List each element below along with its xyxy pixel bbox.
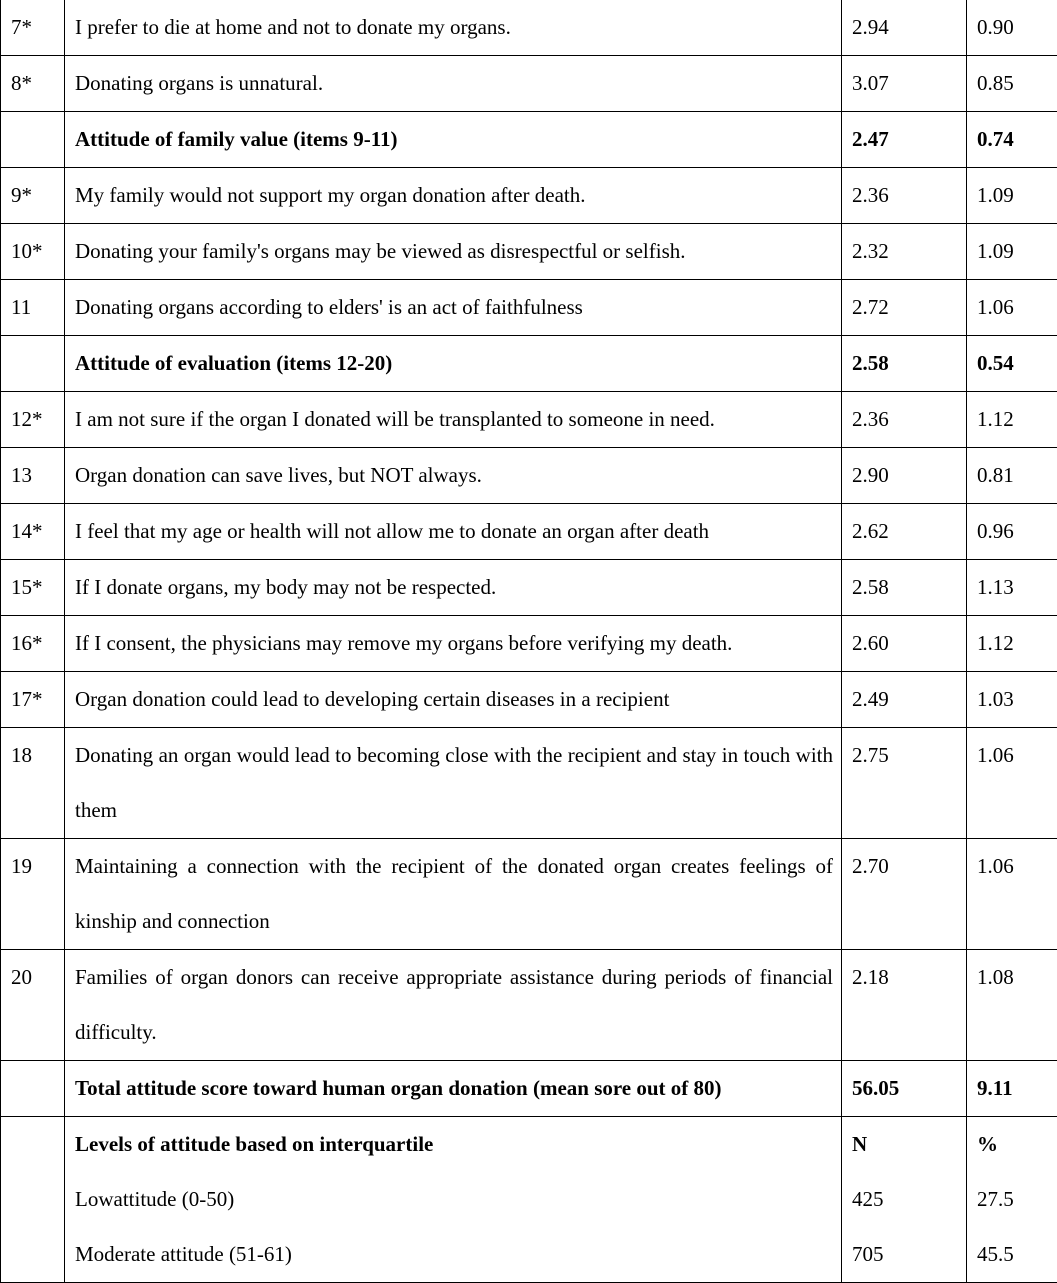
item-number <box>1 336 65 392</box>
table-row <box>1 504 1057 560</box>
section-row-evaluation <box>1 336 1057 392</box>
item-number: 18 <box>1 728 65 839</box>
item-number: 8* <box>1 56 65 112</box>
section-sd: 0.74 <box>967 112 1057 168</box>
item-statement: Organ donation could lead to developing certain diseases in a recipient <box>65 672 842 728</box>
item-number: 10* <box>1 224 65 280</box>
level-low-pct: 27.5 <box>977 1172 1047 1227</box>
levels-number-cell <box>1 1117 65 1283</box>
section-mean: 2.47 <box>842 112 967 168</box>
item-number: 16* <box>1 616 65 672</box>
table-row <box>1 448 1057 504</box>
item-statement: Donating organs is unnatural. <box>65 56 842 112</box>
total-score-row <box>1 1061 1057 1117</box>
section-row-family-value <box>1 112 1057 168</box>
item-mean: 2.18 <box>842 950 967 1061</box>
item-sd: 1.03 <box>967 672 1057 728</box>
item-statement: Donating your family's organs may be viewed as disrespectful or selfish. <box>65 224 842 280</box>
levels-n-header: N <box>852 1117 956 1172</box>
item-sd: 1.12 <box>967 616 1057 672</box>
item-number <box>1 1061 65 1117</box>
item-statement: Donating organs according to elders' is an act of faithfulness <box>65 280 842 336</box>
level-moderate-n: 705 <box>852 1227 956 1282</box>
item-statement: I feel that my age or health will not allow me to donate an organ after death <box>65 504 842 560</box>
item-mean: 2.60 <box>842 616 967 672</box>
item-sd: 1.06 <box>967 839 1057 950</box>
section-heading: Attitude of evaluation (items 12-20) <box>65 336 842 392</box>
table-body <box>1 0 1057 1283</box>
total-score-sd: 9.11 <box>967 1061 1057 1117</box>
item-sd: 1.06 <box>967 728 1057 839</box>
item-sd: 0.85 <box>967 56 1057 112</box>
level-low-label: Lowattitude (0-50) <box>75 1172 831 1227</box>
item-mean: 2.72 <box>842 280 967 336</box>
item-sd: 0.96 <box>967 504 1057 560</box>
item-number: 19 <box>1 839 65 950</box>
item-mean: 2.32 <box>842 224 967 280</box>
table-row <box>1 168 1057 224</box>
item-number: 12* <box>1 392 65 448</box>
levels-n-cell <box>842 1117 967 1283</box>
item-mean: 3.07 <box>842 56 967 112</box>
item-number: 9* <box>1 168 65 224</box>
item-sd: 0.81 <box>967 448 1057 504</box>
levels-pct-header: % <box>977 1117 1047 1172</box>
table-row <box>1 728 1057 839</box>
item-statement: Organ donation can save lives, but NOT always. <box>65 448 842 504</box>
total-score-mean: 56.05 <box>842 1061 967 1117</box>
item-statement: If I consent, the physicians may remove my organs before verifying my death. <box>65 616 842 672</box>
table-row <box>1 560 1057 616</box>
item-statement: Donating an organ would lead to becoming close with the recipient and stay in touch with them <box>65 728 842 839</box>
table-row <box>1 616 1057 672</box>
item-sd: 1.13 <box>967 560 1057 616</box>
item-sd: 1.08 <box>967 950 1057 1061</box>
table-row <box>1 672 1057 728</box>
item-sd: 0.90 <box>967 0 1057 56</box>
item-sd: 1.06 <box>967 280 1057 336</box>
levels-pct-cell <box>967 1117 1057 1283</box>
item-sd: 1.12 <box>967 392 1057 448</box>
item-number: 11 <box>1 280 65 336</box>
table-row <box>1 0 1057 56</box>
item-mean: 2.90 <box>842 448 967 504</box>
section-heading: Attitude of family value (items 9-11) <box>65 112 842 168</box>
item-number: 7* <box>1 0 65 56</box>
item-statement: I am not sure if the organ I donated will be transplanted to someone in need. <box>65 392 842 448</box>
item-mean: 2.75 <box>842 728 967 839</box>
item-statement: Maintaining a connection with the recipient of the donated organ creates feelings of kinship and connection <box>65 839 842 950</box>
table-row <box>1 224 1057 280</box>
item-number <box>1 112 65 168</box>
table-row <box>1 839 1057 950</box>
section-mean: 2.58 <box>842 336 967 392</box>
total-score-label: Total attitude score toward human organ donation (mean sore out of 80) <box>65 1061 842 1117</box>
levels-labels-cell <box>65 1117 842 1283</box>
item-number: 17* <box>1 672 65 728</box>
item-number: 15* <box>1 560 65 616</box>
item-statement: If I donate organs, my body may not be respected. <box>65 560 842 616</box>
item-mean: 2.70 <box>842 839 967 950</box>
item-mean: 2.62 <box>842 504 967 560</box>
level-moderate-pct: 45.5 <box>977 1227 1047 1282</box>
table-row <box>1 950 1057 1061</box>
table-row <box>1 280 1057 336</box>
item-mean: 2.36 <box>842 392 967 448</box>
item-statement: Families of organ donors can receive appropriate assistance during periods of financial difficulty. <box>65 950 842 1061</box>
section-sd: 0.54 <box>967 336 1057 392</box>
item-mean: 2.58 <box>842 560 967 616</box>
item-sd: 1.09 <box>967 168 1057 224</box>
levels-heading: Levels of attitude based on interquartile <box>75 1117 831 1172</box>
item-statement: My family would not support my organ donation after death. <box>65 168 842 224</box>
item-mean: 2.94 <box>842 0 967 56</box>
item-number: 13 <box>1 448 65 504</box>
item-mean: 2.49 <box>842 672 967 728</box>
level-low-n: 425 <box>852 1172 956 1227</box>
level-moderate-label: Moderate attitude (51-61) <box>75 1227 831 1282</box>
item-sd: 1.09 <box>967 224 1057 280</box>
item-mean: 2.36 <box>842 168 967 224</box>
item-number: 20 <box>1 950 65 1061</box>
levels-row <box>1 1117 1057 1283</box>
item-statement: I prefer to die at home and not to donate my organs. <box>65 0 842 56</box>
table-row <box>1 56 1057 112</box>
table-row <box>1 392 1057 448</box>
item-number: 14* <box>1 504 65 560</box>
